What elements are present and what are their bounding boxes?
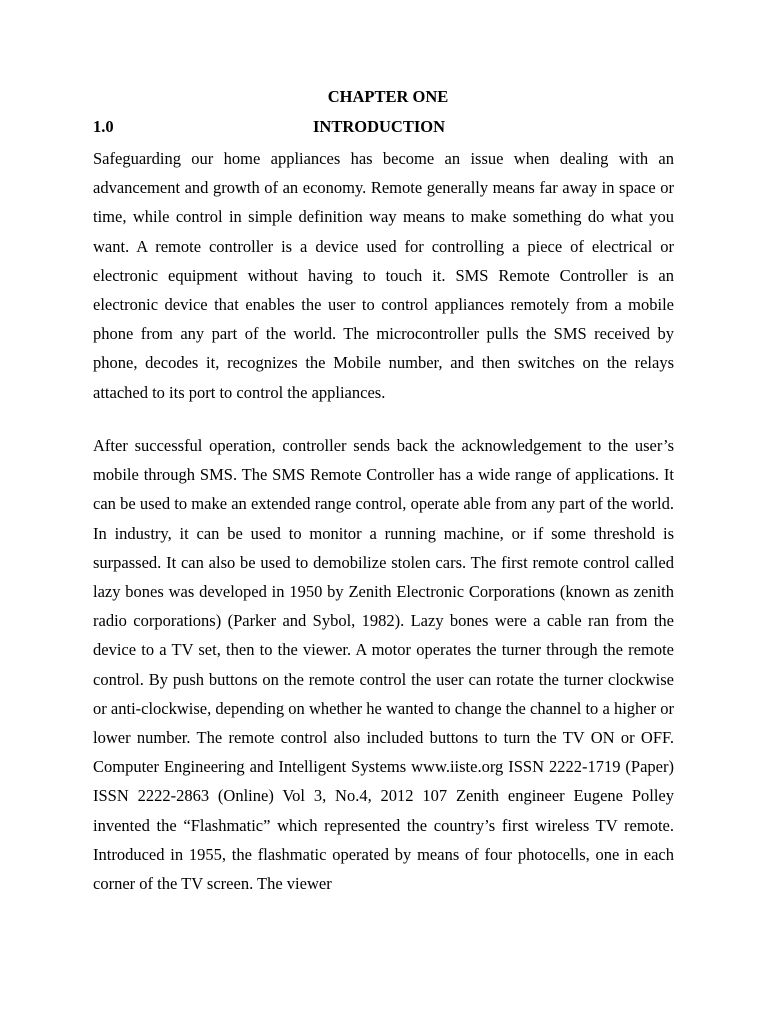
chapter-title: CHAPTER ONE [327,87,449,106]
section-heading [93,115,683,139]
paragraph: Safeguarding our home appliances has become an issue when dealing with an advancement and growth of an economy. Remote generally means far away in space or time, while control in simple definition way means to make something do what you want. A remote controller is a device used for controlling a piece of electrical or electronic equipment without having to touch it. SMS Remote Controller is an electronic device that enables the user to control appliances remotely from a mobile phone from any part of the world. The microcontroller pulls the SMS received by phone, decodes it, recognizes the Mobile number, and then switches on the relays attached to its port to control the appliances. [93,149,674,402]
section-title: INTRODUCTION [313,117,446,136]
section-number: 1.0 [93,117,114,136]
paragraph: After successful operation, controller sends back the acknowledgement to the user’s mobile through SMS. The SMS Remote Controller has a wide range of applications. It can be used to make an extended range control, operate able from any part of the world. In industry, it can be used to monitor a running machine, or if some threshold is surpassed. It can also be used to demobilize stolen cars. The first remote control called lazy bones was developed in 1950 by Zenith Electronic Corporations (known as zenith radio corporations) (Parker and Sybol, 1982). Lazy bones were a cable ran from the device to a TV set, then to the viewer. A motor operates the turner through the remote control. By push buttons on the remote control the user can rotate the turner clockwise or anti-clockwise, depending on whether he wanted to change the channel to a higher or lower number. The remote control also included buttons to turn the TV ON or OFF. Computer Engineering and Intelligent Systems www.iiste.org ISSN 2222-1719 (Paper) ISSN 2222-2863 (Online) Vol 3, No.4, 2012 107 Zenith engineer Eugene Polley invented the “Flashmatic” which represented the country’s first wireless TV remote. Introduced in 1955, the flashmatic operated by means of four photocells, one in each corner of the TV screen. The viewer [93,436,674,894]
